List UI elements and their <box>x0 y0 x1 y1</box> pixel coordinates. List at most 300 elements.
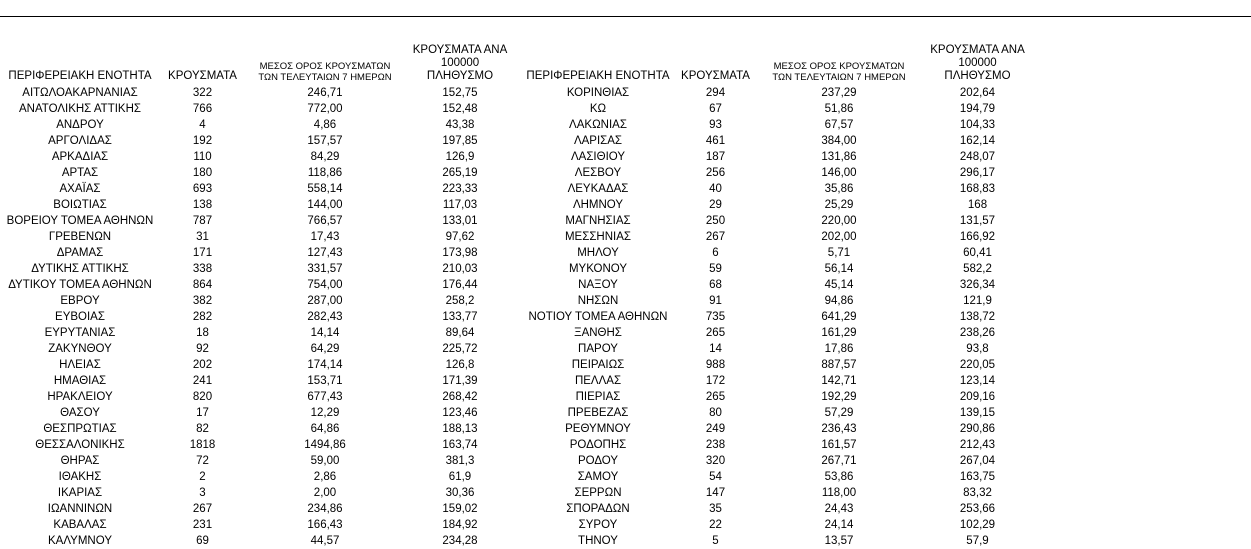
left-region-cell: ΔΥΤΙΚΗΣ ΑΤΤΙΚΗΣ <box>31 262 129 275</box>
right-avg7-cell: 35,86 <box>824 182 854 195</box>
table-row <box>0 437 1251 453</box>
left-avg7-cell: 2,86 <box>313 470 337 483</box>
left-cases-cell: 864 <box>192 278 213 291</box>
left-avg7-cell: 331,57 <box>307 262 343 275</box>
left-per100k-cell: 89,64 <box>445 326 475 339</box>
right-cases-cell: 988 <box>705 358 726 371</box>
spacer-cell <box>1035 229 1251 245</box>
table-row <box>0 533 1251 549</box>
spacer-cell <box>1035 117 1251 133</box>
left-per100k-cell: 188,13 <box>442 422 478 435</box>
left-per100k-cell: 30,36 <box>445 486 475 499</box>
right-per100k-cell: 166,92 <box>959 230 996 243</box>
right-per100k-cell: 121,9 <box>963 294 992 307</box>
right-region-cell: ΠΡΕΒΕΖΑΣ <box>567 406 629 419</box>
spacer-cell <box>1035 437 1251 453</box>
spacer-cell <box>1035 405 1251 421</box>
table-row <box>0 277 1251 293</box>
right-cases-cell: 256 <box>705 166 726 179</box>
right-region-cell: ΚΟΡΙΝΘΙΑΣ <box>566 86 630 99</box>
right-cases-cell: 29 <box>709 198 722 211</box>
right-avg7-cell: 641,29 <box>821 310 857 323</box>
table-row <box>0 517 1251 533</box>
column-gap <box>515 357 523 373</box>
right-region-cell: ΝΑΞΟΥ <box>578 278 618 291</box>
right-avg7-cell: 5,71 <box>827 246 851 259</box>
left-avg7-cell: 12,29 <box>310 406 340 419</box>
column-gap <box>515 501 523 517</box>
right-cases-cell: 68 <box>709 278 722 291</box>
left-avg7-cell: 64,86 <box>310 422 340 435</box>
left-per100k-cell: 126,8 <box>445 358 475 371</box>
right-per100k-cell: 168 <box>967 198 988 211</box>
right-avg7-cell: 56,14 <box>824 262 854 275</box>
left-region-cell: ΒΟΡΕΙΟΥ ΤΟΜΕΑ ΑΘΗΝΩΝ <box>6 214 154 227</box>
left-cases-cell: 82 <box>196 422 209 435</box>
right-region-cell: ΣΑΜΟΥ <box>577 470 619 483</box>
left-region-cell: ΘΗΡΑΣ <box>60 454 100 467</box>
right-region-cell: ΞΑΝΘΗΣ <box>574 326 622 339</box>
left-region-cell: ΑΧΑΪΑΣ <box>59 182 101 195</box>
header-avg7-line2: ΤΩΝ ΤΕΛΕΥΤΑΙΩΝ 7 ΗΜΕΡΩΝ <box>258 71 392 83</box>
header-per100k-right <box>920 44 1035 85</box>
column-gap <box>515 213 523 229</box>
table-row <box>0 405 1251 421</box>
right-per100k-cell: 131,57 <box>959 214 996 227</box>
left-cases-cell: 338 <box>192 262 213 275</box>
table-row <box>0 85 1251 101</box>
header-cases-right: ΚΡΟΥΣΜΑΤΑ <box>681 70 750 83</box>
left-per100k-cell: 133,77 <box>442 310 478 323</box>
left-avg7-cell: 754,00 <box>307 278 343 291</box>
left-region-cell: ΑΡΤΑΣ <box>61 166 99 179</box>
right-avg7-cell: 267,71 <box>821 454 857 467</box>
right-per100k-cell: 60,41 <box>963 246 992 259</box>
spacer-cell <box>1035 517 1251 533</box>
right-avg7-cell: 45,14 <box>824 278 854 291</box>
table-row <box>0 149 1251 165</box>
left-cases-cell: 192 <box>192 134 213 147</box>
spacer-cell <box>1035 261 1251 277</box>
spacer-cell <box>1035 309 1251 325</box>
left-avg7-cell: 153,71 <box>307 374 343 387</box>
spacer-cell <box>1035 533 1251 549</box>
spacer-cell <box>1035 357 1251 373</box>
spacer-cell <box>1035 181 1251 197</box>
right-region-cell: ΝΗΣΩΝ <box>577 294 619 307</box>
left-cases-cell: 31 <box>196 230 209 243</box>
spacer-cell <box>1035 421 1251 437</box>
left-region-cell: ΗΜΑΘΙΑΣ <box>53 374 107 387</box>
right-region-cell: ΠΑΡΟΥ <box>578 342 618 355</box>
left-per100k-cell: 268,42 <box>442 390 478 403</box>
right-avg7-cell: 161,29 <box>821 326 857 339</box>
right-avg7-cell: 25,29 <box>824 198 854 211</box>
left-region-cell: ΘΑΣΟΥ <box>60 406 100 419</box>
right-region-cell: ΜΑΓΝΗΣΙΑΣ <box>565 214 631 227</box>
left-per100k-cell: 176,44 <box>442 278 478 291</box>
left-cases-cell: 180 <box>192 166 213 179</box>
right-region-cell: ΣΥΡΟΥ <box>578 518 618 531</box>
column-gap <box>515 165 523 181</box>
left-avg7-cell: 44,57 <box>310 534 340 547</box>
spacer-cell <box>1035 389 1251 405</box>
header-per100k-line1: ΚΡΟΥΣΜΑΤΑ ΑΝΑ 100000 <box>412 44 508 70</box>
left-avg7-cell: 558,14 <box>307 182 343 195</box>
right-per100k-cell: 93,8 <box>966 342 989 355</box>
right-cases-cell: 265 <box>705 326 726 339</box>
column-gap <box>515 421 523 437</box>
left-region-cell: ΖΑΚΥΝΘΟΥ <box>48 342 112 355</box>
right-per100k-cell: 212,43 <box>959 438 996 451</box>
left-per100k-cell: 210,03 <box>442 262 478 275</box>
table-row <box>0 453 1251 469</box>
column-gap <box>515 469 523 485</box>
header-row <box>0 44 1251 85</box>
right-avg7-cell: 24,43 <box>824 502 854 515</box>
left-region-cell: ΑΝΑΤΟΛΙΚΗΣ ΑΤΤΙΚΗΣ <box>18 102 141 115</box>
column-gap <box>515 117 523 133</box>
table-row <box>0 469 1251 485</box>
spacer-cell <box>1035 165 1251 181</box>
table-row <box>0 197 1251 213</box>
left-cases-cell: 382 <box>192 294 213 307</box>
table-row <box>0 293 1251 309</box>
header-per100k-line1: ΚΡΟΥΣΜΑΤΑ ΑΝΑ 100000 <box>930 44 1025 70</box>
left-avg7-cell: 144,00 <box>307 198 343 211</box>
left-avg7-cell: 677,43 <box>307 390 343 403</box>
table-row <box>0 101 1251 117</box>
left-per100k-cell: 152,75 <box>442 86 478 99</box>
left-cases-cell: 18 <box>196 326 209 339</box>
left-per100k-cell: 258,2 <box>445 294 475 307</box>
right-cases-cell: 54 <box>709 470 722 483</box>
left-avg7-cell: 4,86 <box>313 118 337 131</box>
right-region-cell: ΜΥΚΟΝΟΥ <box>568 262 628 275</box>
right-avg7-cell: 236,43 <box>821 422 857 435</box>
right-cases-cell: 267 <box>705 230 726 243</box>
table-row <box>0 229 1251 245</box>
spacer-cell <box>1035 277 1251 293</box>
left-per100k-cell: 234,28 <box>442 534 478 547</box>
right-avg7-cell: 220,00 <box>821 214 857 227</box>
right-region-cell: ΡΟΔΟΠΗΣ <box>569 438 627 451</box>
right-region-cell: ΠΙΕΡΙΑΣ <box>575 390 621 403</box>
left-cases-cell: 322 <box>192 86 213 99</box>
left-region-cell: ΒΟΙΩΤΙΑΣ <box>53 198 107 211</box>
left-avg7-cell: 17,43 <box>310 230 340 243</box>
right-region-cell: ΜΕΣΣΗΝΙΑΣ <box>564 230 632 243</box>
left-avg7-cell: 166,43 <box>307 518 343 531</box>
left-cases-cell: 17 <box>196 406 209 419</box>
right-per100k-cell: 220,05 <box>959 358 996 371</box>
right-avg7-cell: 57,29 <box>824 406 854 419</box>
left-region-cell: ΔΥΤΙΚΟΥ ΤΟΜΕΑ ΑΘΗΝΩΝ <box>8 278 152 291</box>
right-per100k-cell: 238,26 <box>959 326 996 339</box>
left-region-cell: ΕΥΡΥΤΑΝΙΑΣ <box>44 326 116 339</box>
left-avg7-cell: 234,86 <box>307 502 343 515</box>
left-region-cell: ΕΒΡΟΥ <box>60 294 100 307</box>
spacer-cell <box>1035 149 1251 165</box>
regional-cases-table <box>0 44 1251 549</box>
right-cases-cell: 80 <box>709 406 722 419</box>
left-avg7-cell: 766,57 <box>307 214 343 227</box>
right-region-cell: ΛΕΣΒΟΥ <box>574 166 622 179</box>
left-per100k-cell: 171,39 <box>442 374 478 387</box>
table-header <box>0 44 1251 85</box>
left-avg7-cell: 64,29 <box>310 342 340 355</box>
header-region-right: ΠΕΡΙΦΕΡΕΙΑΚΗ ΕΝΟΤΗΤΑ <box>526 70 670 83</box>
left-region-cell: ΙΚΑΡΙΑΣ <box>57 486 103 499</box>
right-avg7-cell: 118,00 <box>821 486 857 499</box>
table-row <box>0 325 1251 341</box>
left-cases-cell: 241 <box>192 374 213 387</box>
table-row <box>0 165 1251 181</box>
column-gap <box>515 309 523 325</box>
spacer-cell <box>1035 101 1251 117</box>
table-row <box>0 181 1251 197</box>
left-cases-cell: 267 <box>192 502 213 515</box>
column-gap <box>515 533 523 549</box>
right-avg7-cell: 161,57 <box>821 438 857 451</box>
left-avg7-cell: 2,00 <box>313 486 337 499</box>
left-cases-cell: 4 <box>199 118 206 131</box>
right-avg7-cell: 142,71 <box>821 374 857 387</box>
table-row <box>0 133 1251 149</box>
right-avg7-cell: 202,00 <box>821 230 857 243</box>
column-gap <box>515 437 523 453</box>
column-gap <box>515 405 523 421</box>
left-region-cell: ΘΕΣΣΑΛΟΝΙΚΗΣ <box>35 438 125 451</box>
column-gap <box>515 517 523 533</box>
column-gap <box>515 485 523 501</box>
right-region-cell: ΠΕΙΡΑΙΩΣ <box>571 358 625 371</box>
right-per100k-cell: 123,14 <box>959 374 996 387</box>
left-cases-cell: 787 <box>192 214 213 227</box>
right-avg7-cell: 51,86 <box>824 102 854 115</box>
left-region-cell: ΑΡΚΑΔΙΑΣ <box>51 150 109 163</box>
left-cases-cell: 92 <box>196 342 209 355</box>
left-avg7-cell: 84,29 <box>310 150 340 163</box>
left-avg7-cell: 157,57 <box>307 134 343 147</box>
table-row <box>0 261 1251 277</box>
table-row <box>0 213 1251 229</box>
spacer-cell <box>1035 197 1251 213</box>
table-row <box>0 501 1251 517</box>
table-row <box>0 309 1251 325</box>
right-per100k-cell: 209,16 <box>959 390 996 403</box>
right-cases-cell: 5 <box>712 534 719 547</box>
right-per100k-cell: 582,2 <box>963 262 992 275</box>
right-cases-cell: 40 <box>709 182 722 195</box>
right-avg7-cell: 13,57 <box>824 534 854 547</box>
left-per100k-cell: 223,33 <box>442 182 478 195</box>
right-avg7-cell: 94,86 <box>824 294 854 307</box>
left-per100k-cell: 184,92 <box>442 518 478 531</box>
left-region-cell: ΗΛΕΙΑΣ <box>59 358 101 371</box>
left-region-cell: ΑΡΓΟΛΙΔΑΣ <box>48 134 112 147</box>
right-per100k-cell: 163,75 <box>959 470 996 483</box>
table-row <box>0 357 1251 373</box>
left-cases-cell: 766 <box>192 102 213 115</box>
right-per100k-cell: 326,34 <box>959 278 996 291</box>
right-cases-cell: 249 <box>705 422 726 435</box>
left-cases-cell: 820 <box>192 390 213 403</box>
column-gap <box>515 197 523 213</box>
table-row <box>0 117 1251 133</box>
left-cases-cell: 1818 <box>189 438 216 451</box>
left-region-cell: ΔΡΑΜΑΣ <box>56 246 104 259</box>
left-per100k-cell: 61,9 <box>448 470 472 483</box>
column-gap <box>515 229 523 245</box>
left-cases-cell: 69 <box>196 534 209 547</box>
left-avg7-cell: 127,43 <box>307 246 343 259</box>
header-avg7-right <box>758 44 920 85</box>
table-row <box>0 389 1251 405</box>
left-cases-cell: 282 <box>192 310 213 323</box>
column-gap <box>515 389 523 405</box>
right-cases-cell: 59 <box>709 262 722 275</box>
right-per100k-cell: 104,33 <box>959 118 996 131</box>
header-per100k-left <box>405 44 515 85</box>
right-per100k-cell: 202,64 <box>959 86 996 99</box>
left-cases-cell: 202 <box>192 358 213 371</box>
header-cases-left: ΚΡΟΥΣΜΑΤΑ <box>168 70 237 83</box>
left-per100k-cell: 163,74 <box>442 438 478 451</box>
right-avg7-cell: 146,00 <box>821 166 857 179</box>
left-region-cell: ΕΥΒΟΙΑΣ <box>55 310 105 323</box>
header-per100k-line2: ΠΛΗΘΥΣΜΟ <box>944 70 1011 83</box>
left-region-cell: ΚΑΒΑΛΑΣ <box>53 518 107 531</box>
right-avg7-cell: 24,14 <box>824 518 854 531</box>
spacer-cell <box>1035 133 1251 149</box>
left-region-cell: ΓΡΕΒΕΝΩΝ <box>48 230 112 243</box>
right-cases-cell: 187 <box>705 150 726 163</box>
right-avg7-cell: 887,57 <box>821 358 857 371</box>
right-per100k-cell: 138,72 <box>959 310 996 323</box>
right-cases-cell: 294 <box>705 86 726 99</box>
right-cases-cell: 735 <box>705 310 726 323</box>
header-avg7-left <box>245 44 405 85</box>
spacer-cell <box>1035 293 1251 309</box>
right-cases-cell: 91 <box>709 294 722 307</box>
right-per100k-cell: 168,83 <box>959 182 996 195</box>
spacer-cell <box>1035 325 1251 341</box>
column-gap <box>515 261 523 277</box>
left-avg7-cell: 287,00 <box>307 294 343 307</box>
column-gap <box>515 245 523 261</box>
table-row <box>0 485 1251 501</box>
spacer-cell <box>1035 85 1251 101</box>
right-per100k-cell: 57,9 <box>966 534 989 547</box>
left-avg7-cell: 246,71 <box>307 86 343 99</box>
right-avg7-cell: 237,29 <box>821 86 857 99</box>
right-cases-cell: 35 <box>709 502 722 515</box>
right-region-cell: ΜΗΛΟΥ <box>577 246 619 259</box>
right-cases-cell: 6 <box>712 246 719 259</box>
right-per100k-cell: 253,66 <box>959 502 996 515</box>
left-region-cell: ΗΡΑΚΛΕΙΟΥ <box>47 390 113 403</box>
left-per100k-cell: 43,38 <box>445 118 475 131</box>
spacer-cell <box>1035 373 1251 389</box>
regional-cases-sheet <box>0 44 1251 549</box>
left-per100k-cell: 159,02 <box>442 502 478 515</box>
right-region-cell: ΤΗΝΟΥ <box>578 534 618 547</box>
right-region-cell: ΠΕΛΛΑΣ <box>574 374 622 387</box>
right-cases-cell: 250 <box>705 214 726 227</box>
right-region-cell: ΛΑΡΙΣΑΣ <box>573 134 623 147</box>
left-avg7-cell: 1494,86 <box>304 438 346 451</box>
right-per100k-cell: 102,29 <box>959 518 996 531</box>
right-avg7-cell: 67,57 <box>824 118 854 131</box>
right-region-cell: ΡΟΔΟΥ <box>577 454 619 467</box>
left-region-cell: ΑΝΔΡΟΥ <box>56 118 104 131</box>
right-avg7-cell: 192,29 <box>821 390 857 403</box>
spacer-cell <box>1035 44 1251 85</box>
right-per100k-cell: 162,14 <box>959 134 996 147</box>
left-cases-cell: 72 <box>196 454 209 467</box>
left-region-cell: ΙΘΑΚΗΣ <box>58 470 102 483</box>
right-per100k-cell: 139,15 <box>959 406 996 419</box>
left-cases-cell: 3 <box>199 486 206 499</box>
right-region-cell: ΛΗΜΝΟΥ <box>572 198 624 211</box>
right-region-cell: ΣΠΟΡΑΔΩΝ <box>566 502 630 515</box>
spacer-cell <box>1035 245 1251 261</box>
column-gap <box>515 373 523 389</box>
column-gap <box>515 293 523 309</box>
left-region-cell: ΚΑΛΥΜΝΟΥ <box>48 534 112 547</box>
right-cases-cell: 14 <box>709 342 722 355</box>
right-region-cell: ΛΕΥΚΑΔΑΣ <box>567 182 629 195</box>
right-per100k-cell: 83,32 <box>963 486 992 499</box>
left-avg7-cell: 174,14 <box>307 358 343 371</box>
right-per100k-cell: 290,86 <box>959 422 996 435</box>
left-avg7-cell: 118,86 <box>307 166 343 179</box>
column-gap <box>515 453 523 469</box>
right-avg7-cell: 384,00 <box>821 134 857 147</box>
right-avg7-cell: 53,86 <box>824 470 854 483</box>
spacer-cell <box>1035 501 1251 517</box>
right-per100k-cell: 296,17 <box>959 166 996 179</box>
spacer-cell <box>1035 213 1251 229</box>
right-cases-cell: 147 <box>705 486 726 499</box>
column-gap <box>515 181 523 197</box>
left-cases-cell: 231 <box>192 518 213 531</box>
spacer-cell <box>1035 469 1251 485</box>
column-gap <box>515 277 523 293</box>
spacer-cell <box>1035 453 1251 469</box>
right-region-cell: ΡΕΘΥΜΝΟΥ <box>565 422 631 435</box>
right-region-cell: ΛΑΣΙΘΙΟΥ <box>570 150 626 163</box>
right-cases-cell: 67 <box>709 102 722 115</box>
column-gap <box>515 133 523 149</box>
left-per100k-cell: 381,3 <box>445 454 475 467</box>
right-region-cell: ΝΟΤΙΟΥ ΤΟΜΕΑ ΑΘΗΝΩΝ <box>528 310 668 323</box>
right-cases-cell: 320 <box>705 454 726 467</box>
left-cases-cell: 110 <box>193 150 212 163</box>
spacer-cell <box>1035 485 1251 501</box>
left-per100k-cell: 173,98 <box>442 246 478 259</box>
column-gap <box>515 149 523 165</box>
left-per100k-cell: 123,46 <box>442 406 478 419</box>
right-region-cell: ΛΑΚΩΝΙΑΣ <box>569 118 627 131</box>
table-row <box>0 341 1251 357</box>
left-region-cell: ΙΩΑΝΝΙΝΩΝ <box>47 502 113 515</box>
header-avg7-line1: ΜΕΣΟΣ ΟΡΟΣ ΚΡΟΥΣΜΑΤΩΝ <box>259 60 391 72</box>
left-per100k-cell: 133,01 <box>442 214 478 227</box>
column-gap <box>515 341 523 357</box>
left-avg7-cell: 14,14 <box>310 326 340 339</box>
